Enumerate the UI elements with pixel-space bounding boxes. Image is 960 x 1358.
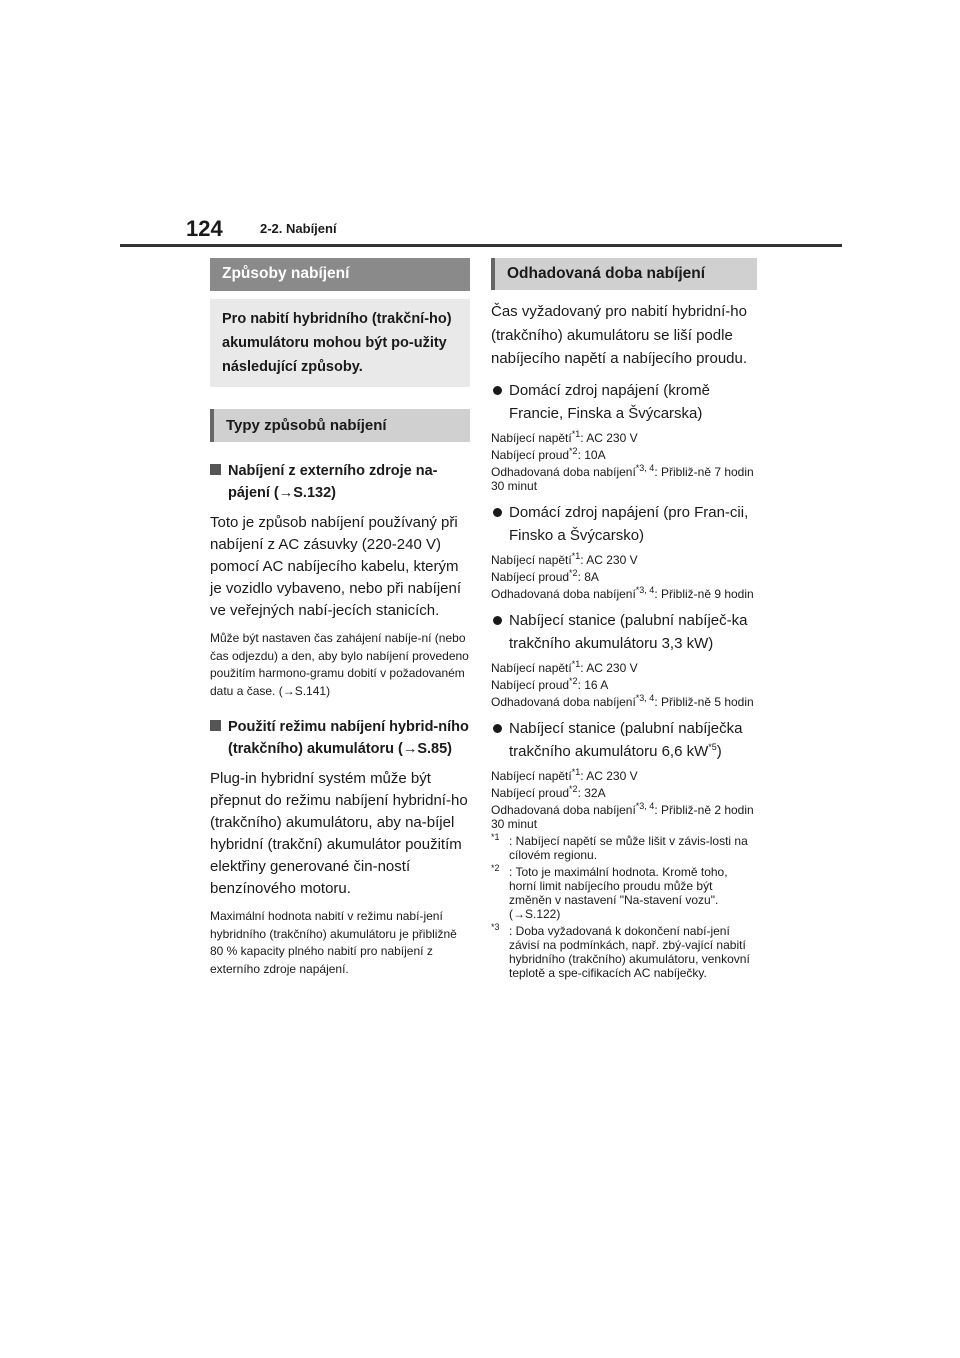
spec-voltage: Nabíjecí napětí$^{*1}$: AC 230 V <box>491 428 638 445</box>
section-heading: Použití režimu nabíjení hybrid-ního (trakčního) akumulátoru (→S.85) <box>210 716 470 760</box>
bullet-dot-icon <box>493 508 502 517</box>
left-column <box>210 258 470 978</box>
sub-banner: Typy způsobů nabíjení <box>210 409 470 442</box>
footnotes <box>491 831 755 980</box>
footnote: $^{*2}$ : Toto je maximální hodnota. Kromě toho, horní limit nabíjecího proudu může být změněn v nastavení "Na-stavení vozu". (→S.122) <box>491 862 728 921</box>
section-banner: Odhadovaná doba nabíjení <box>491 258 757 290</box>
footnote: $^{*3}$ : Doba vyžadovaná k dokončení nabí-jení závisí na podmínkách, např. zbý-vající nabití hybridního (trakčního) akumulátoru, venkovní teplotě a spe-cifikacích AC nabíječky. <box>491 921 750 980</box>
spec-time: Odhadovaná doba nabíjení$^{*3, 4}$: Přibliž-ně 9 hodin <box>491 584 754 601</box>
square-bullet-icon <box>210 720 221 731</box>
intro-box: Pro nabití hybridního (trakční-ho) akumulátoru mohou být po-užity následující způsoby. <box>210 299 470 387</box>
charging-case-title: Nabíjecí stanice (palubní nabíječka trakčního akumulátoru 6,6 $kW^{*5}$) <box>491 717 755 763</box>
footnote: $^{*1}$ : Nabíjecí napětí se může lišit v závis-losti na cílovém regionu. <box>491 831 748 862</box>
square-bullet-icon <box>210 464 221 475</box>
spec-current: Nabíjecí proud$^{*2}$: 32A <box>491 783 606 800</box>
section-body: Plug-in hybridní systém může být přepnut do režimu nabíjení hybridní-ho (trakčního) akumulátoru, aby na-bíjel hybridní (trakční) akumulátor použitím elektřiny generované čin-ností benzínového motoru. <box>210 770 468 897</box>
intro-text: Čas vyžadovaný pro nabití hybridní-ho (trakčního) akumulátoru se liší podle nabíjecího napětí a nabíjecího proudu. <box>491 303 748 367</box>
charging-specs <box>491 550 755 601</box>
section-banner: Způsoby nabíjení <box>210 258 470 291</box>
spec-current: Nabíjecí proud$^{*2}$: 8A <box>491 567 599 584</box>
charging-specs <box>491 766 755 831</box>
spec-voltage: Nabíjecí napětí$^{*1}$: AC 230 V <box>491 550 638 567</box>
header-rule <box>120 244 842 247</box>
breadcrumb: 2-2. Nabíjení <box>260 221 337 236</box>
charging-case-title: Nabíjecí stanice (palubní nabíječ-ka trakčního akumulátoru 3,3 kW) <box>491 609 755 655</box>
spec-time: Odhadovaná doba nabíjení$^{*3, 4}$: Přibliž-ně 2 hodin 30 minut <box>491 800 754 831</box>
charging-case-title: Domácí zdroj napájení (kromě Francie, Finska a Švýcarska) <box>491 379 755 425</box>
section-heading: Nabíjení z externího zdroje na-pájení (→S.132) <box>210 460 470 504</box>
page-number: 124 <box>186 216 223 241</box>
section-note: Může být nastaven čas zahájení nabíje-ní (nebo čas odjezdu) a den, aby bylo nabíjení provedeno použitím harmono-gramu dobití v požadovaném datu a čase. (→S.141) <box>210 631 469 698</box>
section-note: Maximální hodnota nabití v režimu nabí-jení hybridního (trakčního) akumulátoru je přibližně 80 % kapacity plného nabití pro nabíjení z externího zdroje napájení. <box>210 909 457 976</box>
bullet-dot-icon <box>493 386 502 395</box>
spec-voltage: Nabíjecí napětí$^{*1}$: AC 230 V <box>491 766 638 783</box>
bullet-dot-icon <box>493 724 502 733</box>
charging-specs <box>491 428 755 493</box>
right-column <box>491 258 755 980</box>
section-body: Toto je způsob nabíjení používaný při nabíjení z AC zásuvky (220-240 V) pomocí AC nabíjecího kabelu, kterým je vozidlo vybaveno, nebo při nabíjení ve veřejných nabí-jecích stanicích. <box>210 514 462 619</box>
spec-current: Nabíjecí proud$^{*2}$: 16 A <box>491 675 609 692</box>
bullet-dot-icon <box>493 616 502 625</box>
charging-specs <box>491 658 755 709</box>
spec-current: Nabíjecí proud$^{*2}$: 10A <box>491 445 606 462</box>
spec-time: Odhadovaná doba nabíjení$^{*3, 4}$: Přibliž-ně 7 hodin 30 minut <box>491 462 754 493</box>
charging-case-title: Domácí zdroj napájení (pro Fran-cii, Finsko a Švýcarsko) <box>491 501 755 547</box>
spec-voltage: Nabíjecí napětí$^{*1}$: AC 230 V <box>491 658 638 675</box>
spec-time: Odhadovaná doba nabíjení$^{*3, 4}$: Přibliž-ně 5 hodin <box>491 692 754 709</box>
